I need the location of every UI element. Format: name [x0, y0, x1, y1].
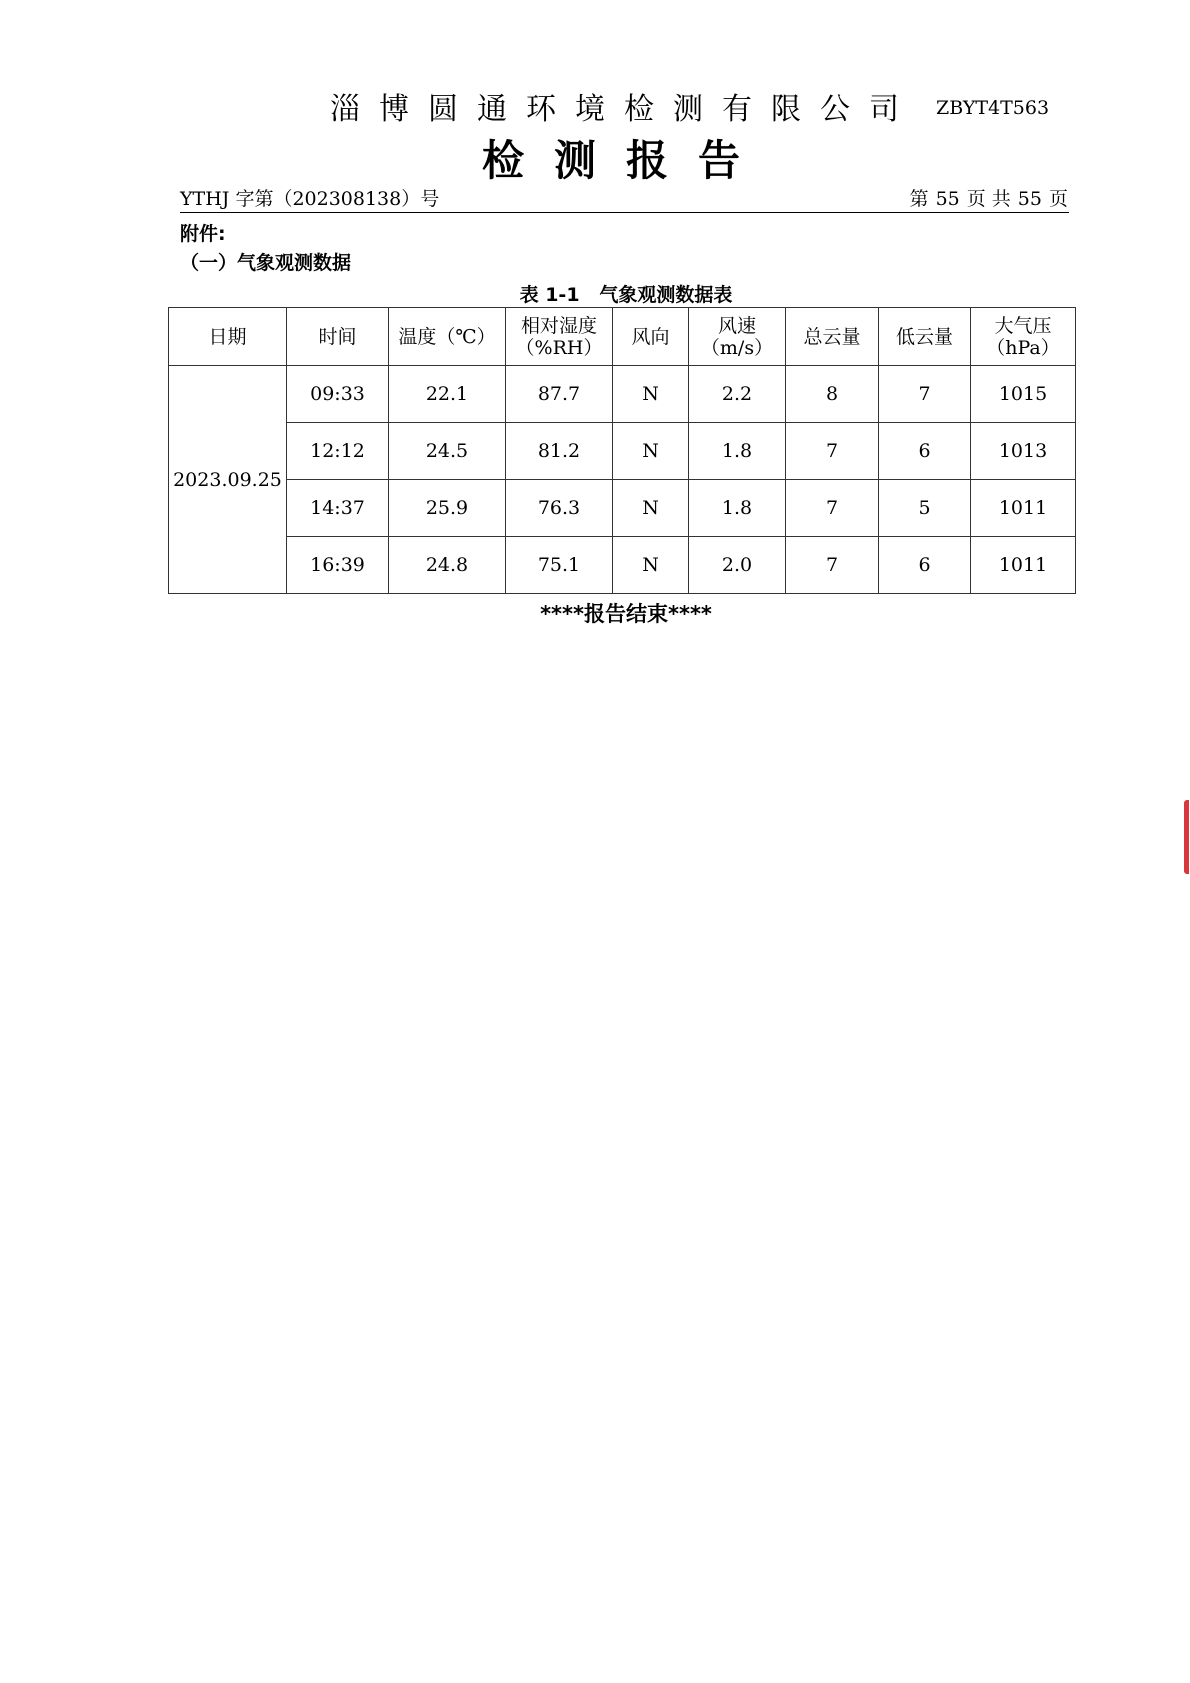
low-cloud-cell: 5 [879, 480, 971, 537]
wind-direction-cell: N [613, 537, 689, 594]
header-total-cloud: 总云量 [786, 308, 879, 366]
total-cloud-cell: 7 [786, 423, 879, 480]
time-cell: 14:37 [287, 480, 389, 537]
wind-speed-cell: 1.8 [689, 423, 786, 480]
low-cloud-cell: 6 [879, 423, 971, 480]
report-reference-number: YTHJ 字第（202308138）号 [180, 188, 440, 210]
total-cloud-cell: 7 [786, 480, 879, 537]
page-prefix: 第 [909, 188, 929, 210]
wind-direction-cell: N [613, 423, 689, 480]
pressure-cell: 1013 [971, 423, 1076, 480]
seal-edge-mark [1184, 800, 1189, 874]
time-cell: 12:12 [287, 423, 389, 480]
temperature-cell: 24.8 [389, 537, 506, 594]
page-total: 55 [1017, 188, 1042, 210]
wind-speed-cell: 1.8 [689, 480, 786, 537]
low-cloud-cell: 6 [879, 537, 971, 594]
section-title: （一）气象观测数据 [180, 252, 352, 274]
table-row [169, 537, 1076, 594]
table-header-row [169, 308, 1076, 366]
report-end-marker: ****报告结束**** [540, 602, 712, 626]
wind-direction-cell: N [613, 366, 689, 423]
page-indicator [910, 184, 1068, 211]
humidity-cell: 81.2 [506, 423, 613, 480]
low-cloud-cell: 7 [879, 366, 971, 423]
temperature-cell: 24.5 [389, 423, 506, 480]
header-time: 时间 [287, 308, 389, 366]
header-wind-speed: 风速 （m/s） [689, 308, 786, 366]
header-humidity: 相对湿度 （%RH） [506, 308, 613, 366]
header-pressure: 大气压 （hPa） [971, 308, 1076, 366]
attachment-label: 附件: [180, 223, 226, 245]
pressure-cell: 1015 [971, 366, 1076, 423]
total-cloud-cell: 8 [786, 366, 879, 423]
time-cell: 16:39 [287, 537, 389, 594]
table-row [169, 480, 1076, 537]
temperature-cell: 22.1 [389, 366, 506, 423]
header-wind-direction: 风向 [613, 308, 689, 366]
page-suffix: 页 [1048, 188, 1068, 210]
pressure-cell: 1011 [971, 480, 1076, 537]
humidity-cell: 87.7 [506, 366, 613, 423]
table-row [169, 423, 1076, 480]
page-current: 55 [935, 188, 960, 210]
wind-speed-cell: 2.0 [689, 537, 786, 594]
wind-speed-cell: 2.2 [689, 366, 786, 423]
temperature-cell: 25.9 [389, 480, 506, 537]
pressure-cell: 1011 [971, 537, 1076, 594]
report-title: 检测报告 [481, 136, 770, 185]
header-low-cloud: 低云量 [879, 308, 971, 366]
date-cell: 2023.09.25 [169, 366, 287, 594]
header-temperature: 温度（℃） [389, 308, 506, 366]
wind-direction-cell: N [613, 480, 689, 537]
humidity-cell: 75.1 [506, 537, 613, 594]
humidity-cell: 76.3 [506, 480, 613, 537]
table-caption: 表 1-1 气象观测数据表 [519, 284, 733, 306]
header-date: 日期 [169, 308, 287, 366]
page-mid: 页 共 [966, 188, 1011, 210]
total-cloud-cell: 7 [786, 537, 879, 594]
header-divider [180, 212, 1069, 213]
document-code: ZBYT4T563 [936, 97, 1050, 119]
time-cell: 09:33 [287, 366, 389, 423]
table-row [169, 366, 1076, 423]
weather-data-table [168, 307, 1076, 594]
company-name: 淄博圆通环境检测有限公司 [330, 92, 918, 127]
